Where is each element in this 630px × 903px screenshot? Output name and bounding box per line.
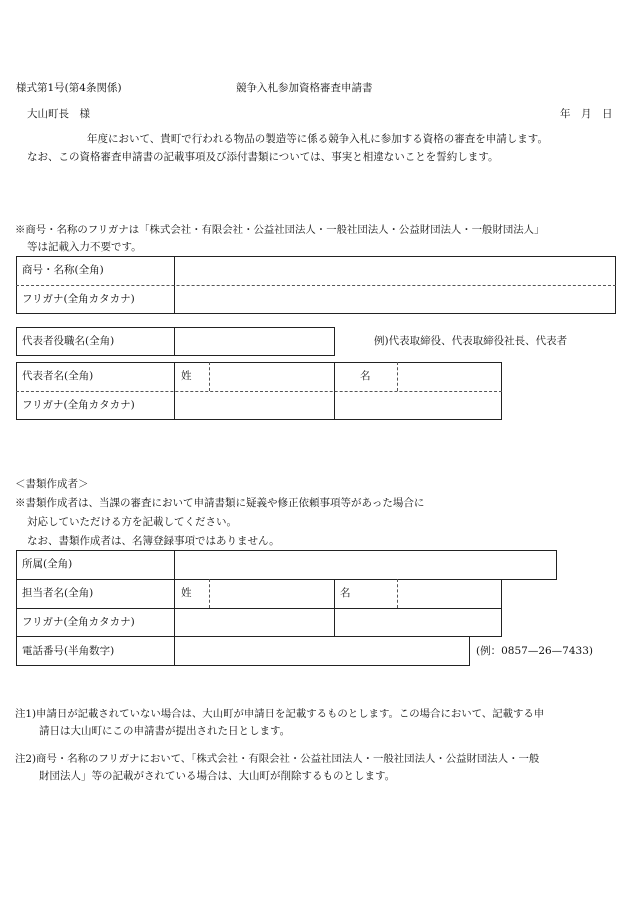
person-furigana-label: フリガナ(全角カタカナ) [22, 616, 135, 628]
rep-title-example: 例)代表取締役、代表取締役社長、代表者 [374, 335, 568, 347]
person-mei-furigana-field[interactable] [336, 610, 500, 636]
rep-furigana-label: フリガナ(全角カタカナ) [22, 399, 135, 411]
furigana-note-line-1: ※商号・名称のフリガナは「株式会社・有限会社・公益社団法人・一般社団法人・公益財団法人・一般財団法人」 [15, 224, 545, 236]
preparer-note-2: 対応していただける方を記載してください。 [27, 516, 237, 528]
company-table-row-divider [16, 285, 616, 286]
person-sei-furigana-field[interactable] [176, 610, 333, 636]
phone-label: 電話番号(半角数字) [22, 645, 115, 657]
person-sei-divider [209, 579, 210, 608]
form-number: 様式第1号(第4条関係) [16, 82, 122, 94]
dept-field[interactable] [176, 552, 555, 578]
note-2-line-2: 財団法人」等の記載がされている場合は、大山町が削除するものとします。 [39, 770, 396, 782]
furigana-note-line-2: 等は記載入力不要です。 [27, 241, 142, 253]
person-name-label: 担当者名(全角) [22, 587, 94, 599]
company-furigana-label: フリガナ(全角カタカナ) [22, 293, 135, 305]
preparer-heading: ＜書類作成者＞ [15, 478, 89, 490]
page-title: 競争入札参加資格審査申請書 [236, 82, 373, 94]
company-furigana-field[interactable] [176, 287, 614, 313]
note-1-line-2: 請日は大山町にこの申請書が提出された日とします。 [39, 725, 291, 737]
rep-mei-field[interactable] [399, 364, 500, 390]
rep-name-row-divider [16, 391, 502, 392]
note-1-line-1: 注1)申請日が記載されていない場合は、大山町が申請日を記載するものとします。この場合において、記載する申 [15, 708, 545, 720]
person-mei-divider [397, 579, 398, 608]
rep-sei-divider [209, 362, 210, 391]
rep-sei-label: 姓 [181, 370, 192, 382]
dept-divider [174, 550, 175, 580]
preparer-note-1: ※書類作成者は、当課の審査において申請書類に疑義や修正依頼事項等があった場合に [15, 497, 425, 509]
intro-line-1: 年度において、貴町で行われる物品の製造等に係る競争入札に参加する資格の審査を申請します。 [87, 133, 548, 145]
rep-sei-field[interactable] [211, 364, 333, 390]
rep-title-label: 代表者役職名(全角) [22, 335, 115, 347]
person-row-divider [16, 608, 502, 609]
rep-mei-label: 名 [360, 370, 371, 382]
rep-title-divider [174, 327, 175, 356]
rep-sei-furigana-field[interactable] [176, 393, 333, 419]
rep-mei-furigana-field[interactable] [336, 393, 500, 419]
person-mei-field[interactable] [399, 581, 500, 607]
phone-field[interactable] [176, 638, 468, 664]
phone-example: (例：0857—26—7433) [476, 645, 593, 657]
addressee: 大山町長 様 [27, 108, 90, 120]
company-name-label: 商号・名称(全角) [22, 264, 104, 276]
rep-name-label: 代表者名(全角) [22, 370, 94, 382]
note-2-line-1: 注2)商号・名称のフリガナにおいて、「株式会社・有限会社・公益社団法人・一般社団法人・公益財団法人・一般 [15, 753, 540, 765]
phone-divider [174, 636, 175, 666]
intro-line-2: なお、この資格審査申請書の記載事項及び添付書類については、事実と相違ないことを誓約します。 [27, 151, 499, 163]
dept-label: 所属(全角) [22, 558, 73, 570]
person-sei-field[interactable] [211, 581, 333, 607]
preparer-note-3: なお、書類作成者は、名簿登録事項ではありません。 [27, 535, 280, 547]
company-name-field[interactable] [176, 258, 614, 284]
date-label: 年 月 日 [560, 108, 613, 120]
rep-mei-divider [397, 362, 398, 391]
person-sei-label: 姓 [181, 587, 192, 599]
rep-title-field[interactable] [176, 329, 333, 354]
person-mei-label: 名 [340, 587, 351, 599]
